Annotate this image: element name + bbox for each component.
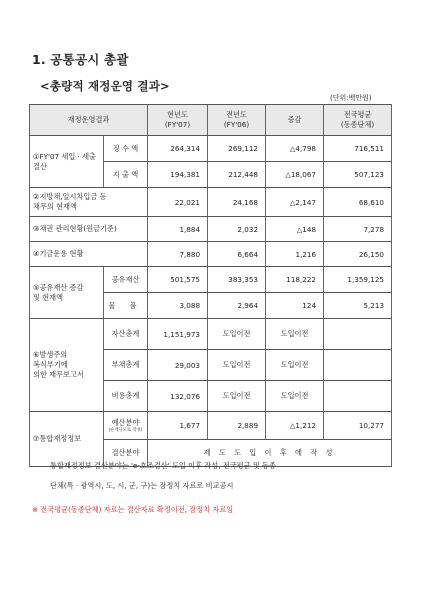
cell-current: 22,021 (148, 188, 208, 217)
cell-previous: 24,168 (208, 188, 266, 217)
cell-previous: 2,964 (208, 293, 266, 319)
cell-change: △1,212 (266, 412, 324, 440)
table-title: <총량적 재정운영 결과> (40, 79, 170, 93)
sub-label-note: (순계규모로 작성) (108, 428, 143, 433)
label-line: ⑥발생주의 (33, 350, 68, 359)
table-header-row (30, 105, 392, 136)
cell-current: 501,575 (148, 267, 208, 293)
fiscal-results-table (29, 104, 392, 467)
cell-current: 7,880 (148, 242, 208, 267)
cell-previous: 269,112 (208, 136, 266, 162)
header-prev-line1: 전년도 (226, 110, 247, 119)
cell-change: 124 (266, 293, 324, 319)
cell-change: △148 (266, 217, 324, 242)
cell-previous: 도입이전 (208, 381, 266, 412)
header-national-average (324, 105, 392, 136)
cell-average: 5,213 (324, 293, 392, 319)
cell-current: 194,381 (148, 162, 208, 188)
footnote-line-2: 단체(특 · 광역시, 도, 시, 군, 구)는 잠정치 자료로 비교공시 (50, 481, 234, 490)
row-label-bonds: ③채권 관리현황(원금기준) (30, 217, 148, 242)
cell-average: 507,123 (324, 162, 392, 188)
label-line: 및 현재액 (33, 292, 64, 302)
cell-current: 1,151,973 (148, 319, 208, 350)
label-line: ①FY'07 세입 · 세출 (33, 151, 97, 161)
cell-current: 1,884 (148, 217, 208, 242)
cell-previous: 6,664 (208, 242, 266, 267)
sub-label: 물 품 (104, 293, 148, 319)
table-row (30, 242, 392, 267)
cell-average (324, 319, 392, 350)
label-line: 의한 재무보고서 (33, 370, 84, 379)
cell-change: 1,216 (266, 242, 324, 267)
cell-change: △2,147 (266, 188, 324, 217)
cell-settlement-note: 제 도 도 입 이 후 에 작 성 (148, 440, 392, 467)
warning-note: ※ 전국평균(동종단체) 자료는 결산자료 확정이전, 잠정치 자료임 (32, 505, 234, 514)
footnote-line-1: 통합재정정보 결산분야는 'e-호조결산' 도입 이후 작성, 전국평균 및 동종 (50, 461, 276, 470)
header-current-year (148, 105, 208, 136)
cell-change: 도입이전 (266, 350, 324, 381)
row-label-accrual-reports (30, 319, 104, 412)
cell-previous: 212,448 (208, 162, 266, 188)
table-row (30, 136, 392, 162)
cell-current: 29,003 (148, 350, 208, 381)
header-change: 증감 (266, 105, 324, 136)
sub-label: 지 출 액 (104, 162, 148, 188)
header-cur-line2: (FY'07) (164, 120, 191, 129)
cell-previous: 도입이전 (208, 319, 266, 350)
label-line: 복식부기에 (33, 360, 68, 369)
cell-current: 1,677 (148, 412, 208, 440)
header-prev-line2: (FY'06) (223, 120, 250, 129)
cell-current: 264,314 (148, 136, 208, 162)
cell-previous: 2,889 (208, 412, 266, 440)
table-row (30, 217, 392, 242)
header-avg-line2: (동종단체) (340, 120, 375, 129)
section-heading: 1. 공통공시 총괄 (32, 52, 129, 67)
cell-previous: 383,353 (208, 267, 266, 293)
cell-average (324, 381, 392, 412)
sub-label: 부채총계 (104, 350, 148, 381)
cell-change: 도입이전 (266, 381, 324, 412)
table-row (30, 267, 392, 293)
header-cur-line1: 현년도 (167, 110, 188, 119)
header-item: 재정운영결과 (30, 105, 148, 136)
cell-average: 1,359,125 (324, 267, 392, 293)
sub-label: 징 수 액 (104, 136, 148, 162)
table-row (30, 188, 392, 217)
sub-label: 결산분야 (104, 440, 148, 467)
table-row (30, 412, 392, 440)
sub-label-budget (104, 412, 148, 440)
cell-average: 10,277 (324, 412, 392, 440)
cell-change: △18,067 (266, 162, 324, 188)
header-previous-year (208, 105, 266, 136)
label-line: ②지방채,일시차입금 등 (33, 192, 107, 201)
cell-average: 68,610 (324, 188, 392, 217)
sub-label: 비용총계 (104, 381, 148, 412)
row-label-public-property (30, 267, 104, 319)
cell-average (324, 350, 392, 381)
cell-current: 3,088 (148, 293, 208, 319)
label-line: ⑤공유재산 증감 (33, 282, 84, 292)
row-label-funds: ④기금운용 현황 (30, 242, 148, 267)
sub-label-line: 예산분야 (111, 418, 140, 427)
sub-label: 자산총계 (104, 319, 148, 350)
cell-change: 도입이전 (266, 319, 324, 350)
cell-average: 7,278 (324, 217, 392, 242)
row-label-debt (30, 188, 148, 217)
row-label-revenue-expenditure (30, 136, 104, 188)
cell-previous: 도입이전 (208, 350, 266, 381)
unit-label: (단위:백만원) (330, 94, 372, 102)
cell-change: △4,798 (266, 136, 324, 162)
label-line: 채무의 현재액 (33, 202, 77, 211)
table-row (30, 319, 392, 350)
cell-average: 716,511 (324, 136, 392, 162)
cell-current: 132,076 (148, 381, 208, 412)
cell-previous: 2,032 (208, 217, 266, 242)
cell-average: 26,150 (324, 242, 392, 267)
label-line: 결산 (33, 161, 47, 171)
header-avg-line1: 전국평균 (343, 110, 372, 119)
row-label-integrated-finance: ⑦통합재정정보 (30, 412, 104, 467)
sub-label: 공유재산 (104, 267, 148, 293)
cell-change: 118,222 (266, 267, 324, 293)
